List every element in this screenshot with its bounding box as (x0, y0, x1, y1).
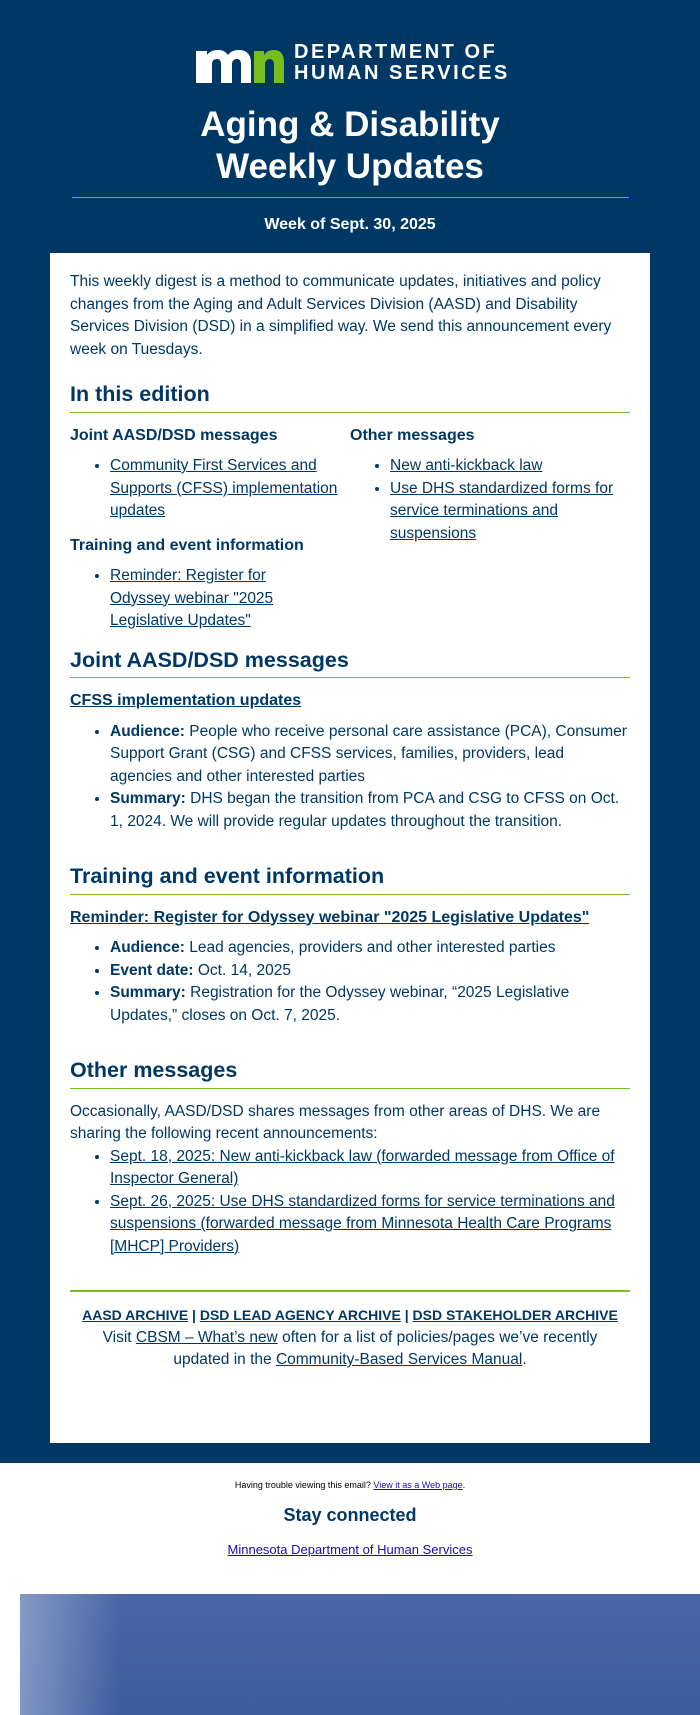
toc-heading: In this edition (70, 382, 210, 406)
content-card (50, 253, 650, 1443)
logo-line1: DEPARTMENT OF (294, 41, 498, 63)
intro-text: This weekly digest is a method to communicate updates, initiatives and policy changes from the Aging and Adult Services Division (AASD) and Disability Services Division (DSD) in a simplified way. We send this announcement every week on Tuesdays. (70, 273, 612, 358)
other-heading: Other messages (70, 1058, 238, 1082)
divider (70, 1290, 630, 1292)
toc-link-odyssey[interactable]: Reminder: Register for Odyssey webinar "2025 Legislative Updates" (110, 567, 274, 629)
mdhs-link[interactable]: Minnesota Department of Human Services (227, 1542, 473, 1557)
toc-training-heading: Training and event information (70, 536, 304, 554)
trouble-viewing (0, 1480, 700, 1490)
period: . (462, 1480, 466, 1490)
trouble-text: Having trouble viewing this email? (234, 1480, 374, 1490)
summary-label: Summary: (110, 790, 186, 807)
date-text: Oct. 14, 2025 (197, 961, 291, 979)
list-item (110, 937, 630, 960)
divider (70, 677, 630, 678)
toc-joint-heading: Joint AASD/DSD messages (70, 426, 278, 444)
aasd-archive-link[interactable]: AASD ARCHIVE (82, 1307, 189, 1323)
divider (70, 412, 630, 413)
footer-banner (20, 1594, 700, 1715)
cfss-link[interactable]: CFSS implementation updates (70, 692, 302, 709)
divider (72, 197, 629, 198)
cbsm-whats-new-link[interactable]: CBSM – What’s new (135, 1328, 278, 1346)
toc-link-anti-kickback[interactable]: New anti-kickback law (390, 457, 543, 474)
cbsm-mid-text: often for a list of policies/pages we’ve recently updated in the (173, 1328, 598, 1368)
summary-text: DHS began the transition from PCA and CSG to CFSS on Oct. 1, 2024. We will provide regular updates throughout the transition. (110, 790, 620, 830)
toc-other-heading: Other messages (350, 426, 475, 444)
cbsm-manual-link[interactable]: Community-Based Services Manual (275, 1351, 523, 1368)
list-item (110, 788, 630, 833)
cbsm-note (70, 1327, 630, 1372)
audience-label: Audience: (110, 939, 185, 956)
web-page-link[interactable]: View it as a Web page (373, 1480, 463, 1490)
list-item (110, 721, 630, 789)
summary-label: Summary: (110, 984, 186, 1001)
joint-heading: Joint AASD/DSD messages (70, 647, 349, 672)
mn-logo-icon (196, 43, 284, 83)
training-heading: Training and event information (70, 864, 385, 888)
period: . (522, 1351, 527, 1368)
audience-text: People who receive personal care assistance (PCA), Consumer Support Grant (CSG) and CFSS services, families, providers, lead agencies and other interested parties (110, 722, 627, 785)
dsd-stakeholder-archive-link[interactable]: DSD STAKEHOLDER ARCHIVE (412, 1307, 618, 1323)
divider (70, 1088, 630, 1089)
odyssey-link[interactable]: Reminder: Register for Odyssey webinar "2025 Legislative Updates" (70, 908, 590, 926)
dsd-lead-agency-archive-link[interactable]: DSD LEAD AGENCY ARCHIVE (199, 1307, 401, 1323)
stay-connected-heading: Stay connected (283, 1505, 417, 1525)
logo-line2: HUMAN SERVICES (294, 62, 510, 84)
other-intro: Occasionally, AASD/DSD shares messages from other areas of DHS. We are sharing the following recent announcements: (70, 1102, 601, 1142)
archive-links (70, 1304, 630, 1327)
list-item (110, 960, 630, 983)
audience-label: Audience: (110, 722, 185, 740)
summary-text: Registration for the Odyssey webinar, “2025 Legislative Updates,” closes on Oct. 7, 2025. (110, 984, 570, 1024)
page-title (0, 104, 700, 188)
audience-text: Lead agencies, providers and other interested parties (189, 939, 556, 956)
title-line1: Aging & Disability (200, 105, 500, 144)
dhs-logo (196, 42, 510, 84)
anti-kickback-link[interactable]: Sept. 18, 2025: New anti-kickback law (forwarded message from Office of Inspector General) (110, 1147, 615, 1187)
title-line2: Weekly Updates (216, 147, 484, 186)
standardized-forms-link[interactable]: Sept. 26, 2025: Use DHS standardized forms for service terminations and suspensions (forwarded message from Minnesota Health Care Programs [MHCP] Providers) (110, 1192, 615, 1255)
separator: | (188, 1307, 200, 1323)
divider (70, 894, 630, 895)
separator: | (400, 1307, 413, 1323)
toc-link-cfss[interactable]: Community First Services and Supports (CFSS) implementation updates (110, 457, 338, 519)
list-item (110, 982, 630, 1027)
date-label: Event date: (110, 961, 194, 979)
week-date: Week of Sept. 30, 2025 (264, 216, 436, 233)
toc-link-standardized-forms[interactable]: Use DHS standardized forms for service terminations and suspensions (390, 479, 614, 542)
visit-text: Visit (102, 1328, 136, 1346)
